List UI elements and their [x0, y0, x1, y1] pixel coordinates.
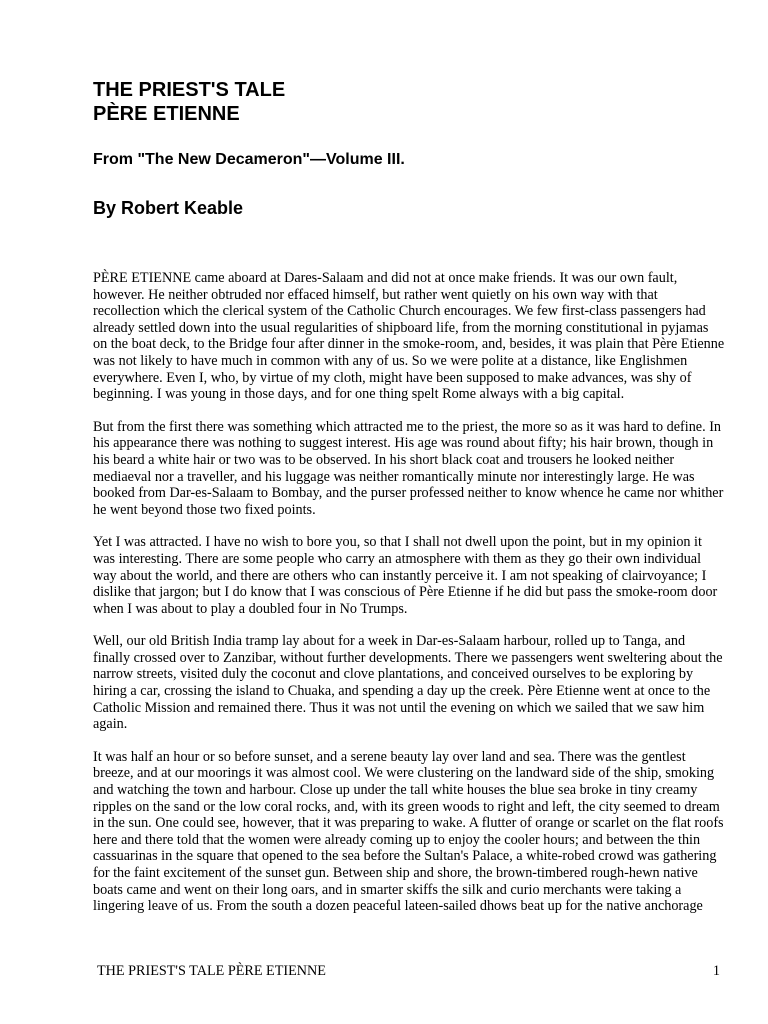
paragraph: Yet I was attracted. I have no wish to bore you, so that I shall not dwell upon the point, but in my opinion it was interesting. There are some people who carry an atmosphere with them as they go their own individual way about the world, and there are others who can instantly perceive it. I am not speaking of clairvoyance; I dislike that jargon; but I do know that I was conscious of Père Etienne if he did but pass the smoke-room door when I was about to play a doubled four in No Trumps. [93, 534, 718, 617]
paragraph: PÈRE ETIENNE came aboard at Dares-Salaam and did not at once make friends. It was our own fault, however. He neither obtruded nor effaced himself, but rather went quietly on his own way with that recollection which the clerical system of the Catholic Church encourages. We few first-class passengers had already settled down into the usual regularities of shipboard life, from the morning constitutional in pyjamas on the boat deck, to the Bridge four after dinner in the smoke-room, and, besides, it was plain that Père Etienne was not likely to have much in common with any of us. So we were polite at a distance, like Englishmen everywhere. Even I, who, by virtue of my cloth, might have been supposed to make advances, was shy of beginning. I was young in those days, and for one thing spelt Rome always with a big capital. [93, 270, 725, 403]
footer-title: THE PRIEST'S TALE PÈRE ETIENNE [97, 963, 326, 979]
document-subtitle: From "The New Decameron"—Volume III. [93, 151, 405, 168]
paragraph: Well, our old British India tramp lay about for a week in Dar-es-Salaam harbour, rolled up to Tanga, and finally crossed over to Zanzibar, without further developments. There we passengers went sweltering about the narrow streets, visited duly the coconut and clove plantations, and conceived ourselves to be exploring by hiring a car, crossing the island to Chuaka, and spending a day up the creek. Père Etienne went at once to the Catholic Mission and remained there. Thus it was not until the evening on which we sailed that we saw him again. [93, 633, 723, 733]
title-block [93, 78, 733, 126]
paragraph: But from the first there was something which attracted me to the priest, the more so as it was hard to define. In his appearance there was nothing to suggest interest. His age was round about fifty; his hair brown, though in his beard a white hair or two was to be observed. In his short black coat and trousers he looked neither mediaeval nor a traveller, and his luggage was neither romantically minute nor interestingly large. He was booked from Dar-es-Salaam to Bombay, and the purser professed neither to know whence he came nor whither he went beyond those two fixed points. [93, 418, 724, 518]
paragraph: It was half an hour or so before sunset, and a serene beauty lay over land and sea. There was the gentlest breeze, and at our moorings it was almost cool. We were clustering on the landward side of the ship, smoking and watching the town and harbour. Close up under the tall white houses the blue sea broke in tiny creamy ripples on the sand or the low coral rocks, and, with its green woods to right and left, the city seemed to dream in the sun. One could see, however, that it was preparing to wake. A flutter of orange or scarlet on the flat roofs here and there told that the women were already coming up to enjoy the cooler hours; and between the thin cassuarinas in the square that opened to the sea before the Sultan's Palace, a white-robed crowd was gathering for the faint excitement of the sunset gun. Between ship and shore, the brown-timbered rough-hewn native boats came and went on their long oars, and in smarter skiffs the silk and curio merchants were taking a lingering leave of us. From the south a dozen peaceful lateen-sailed dhows beat up for the native anchorage [93, 748, 724, 915]
page-number: 1 [712, 963, 720, 979]
document-title-line-2: PÈRE ETIENNE [93, 103, 240, 125]
document-title-line-1: THE PRIEST'S TALE [93, 79, 286, 101]
body-text [93, 270, 725, 931]
document-author: By Robert Keable [93, 198, 244, 218]
